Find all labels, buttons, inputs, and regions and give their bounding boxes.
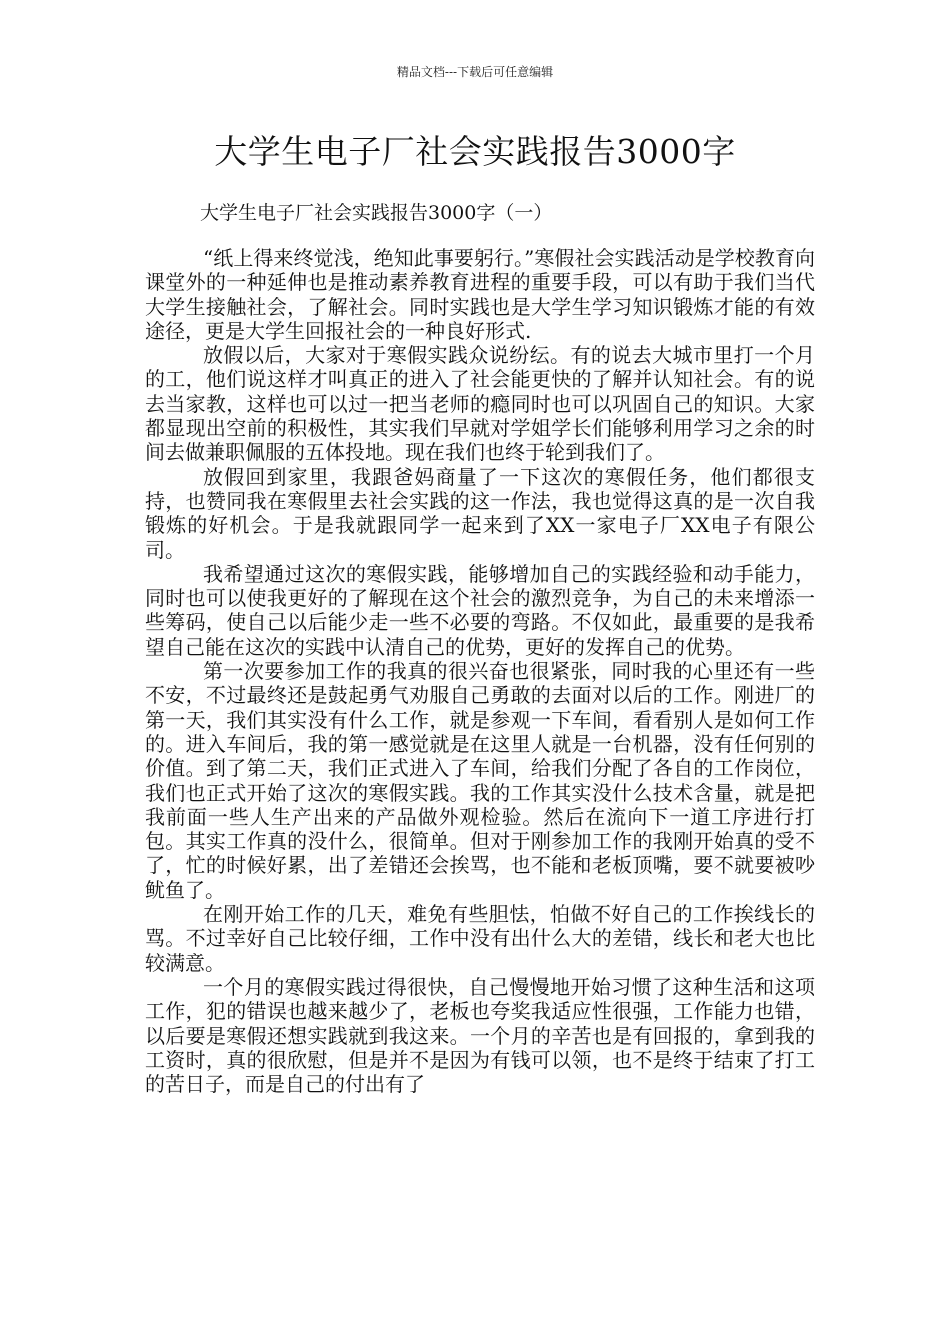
paragraph-6: 在刚开始工作的几天，难免有些胆怯，怕做不好自己的工作挨线长的骂。不过幸好自己比较仔细，工作中没有出什么大的差错，线长和老大也比较满意。	[145, 902, 815, 975]
paragraph-4: 我希望通过这次的寒假实践，能够增加自己的实践经验和动手能力，同时也可以使我更好的了解现在这个社会的激烈竞争，为自己的未来增添一些筹码，使自己以后能少走一些不必要的弯路。不仅如此，最重要的是我希望自己能在这次的实践中认清自己的优势，更好的发挥自己的优势。	[145, 561, 815, 659]
document-title: 大学生电子厂社会实践报告3000字	[214, 132, 736, 171]
page-header-note: 精品文档---下载后可任意编辑	[396, 65, 554, 79]
document-body	[145, 246, 815, 1096]
paragraph-3: 放假回到家里，我跟爸妈商量了一下这次的寒假任务，他们都很支持，也赞同我在寒假里去社会实践的这一作法，我也觉得这真的是一次自我锻炼的好机会。于是我就跟同学一起来到了XX一家电子厂XX电子有限公司。	[145, 464, 815, 562]
paragraph-1: “纸上得来终觉浅，绝知此事要躬行。”寒假社会实践活动是学校教育向课堂外的一种延伸也是推动素养教育进程的重要手段，可以有助于我们当代大学生接触社会，了解社会。同时实践也是大学生学习知识锻炼才能的有效途径，更是大学生回报社会的一种良好形式.	[145, 246, 815, 343]
paragraph-7: 一个月的寒假实践过得很快，自己慢慢地开始习惯了这种生活和这项工作，犯的错误也越来越少了，老板也夸奖我适应性很强，工作能力也错，以后要是寒假还想实践就到我这来。一个月的辛苦也是有回报的，拿到我的工资时，真的很欣慰，但是并不是因为有钱可以领，也不是终于结束了打工的苦日子，而是自己的付出有了	[145, 974, 815, 1097]
paragraph-5: 第一次要参加工作的我真的很兴奋也很紧张，同时我的心里还有一些不安，不过最终还是鼓起勇气劝服自己勇敢的去面对以后的工作。刚进厂的第一天，我们其实没有什么工作，就是参观一下车间，看看别人是如何工作的。进入车间后，我的第一感觉就是在这里人就是一台机器，没有任何别的价值。到了第二天，我们正式进入了车间，给我们分配了各自的工作岗位，我们也正式开始了这次的寒假实践。我的工作其实没什么技术含量，就是把我前面一些人生产出来的产品做外观检验。然后在流向下一道工序进行打包。其实工作真的没什么，很简单。但对于刚参加工作的我刚开始真的受不了，忙的时候好累，出了差错还会挨骂，也不能和老板顶嘴，要不就要被吵鱿鱼了。	[145, 659, 815, 902]
paragraph-2: 放假以后，大家对于寒假实践众说纷纭。有的说去大城市里打一个月的工，他们说这样才叫真正的进入了社会能更快的了解并认知社会。有的说去当家教，这样也可以过一把当老师的瘾同时也可以巩固自己的知识。大家都显现出空前的积极性，其实我们早就对学姐学长们能够利用学习之余的时间去做兼职佩服的五体投地。现在我们也终于轮到我们了。	[145, 343, 815, 465]
section-subtitle: 大学生电子厂社会实践报告3000字（一）	[200, 202, 553, 224]
